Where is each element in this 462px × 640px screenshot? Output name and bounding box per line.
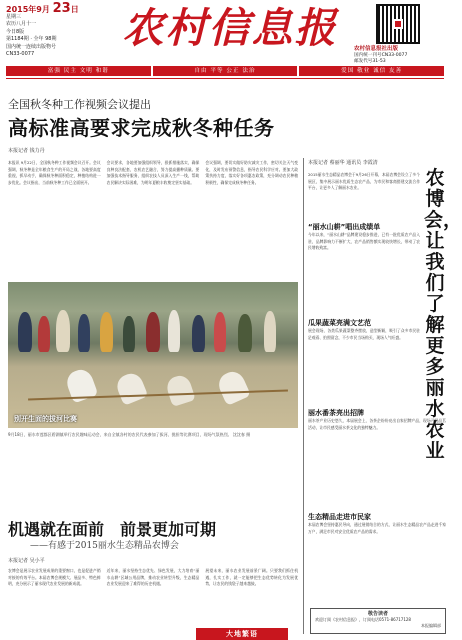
bottom-body-column: 展望未来，丽水农业发展前景广阔。只要我们抓住机遇，扎实工作，就一定能够把生态优势转化为发展优势，让农民的钱袋子越来越鼓。 [205, 568, 299, 587]
bottom-body-column: 近年来，丽水坚持生态优先、绿色发展，大力培育“丽水山耕”区域公用品牌，推动农业转型升级，生态精品农业发展迎来了难得的历史机遇。 [106, 568, 200, 587]
lead-headline: 高标准高要求完成秋冬种任务 [8, 116, 275, 140]
bottom-byline: 本报记者 吴小平 [8, 558, 45, 564]
reader-notice-title: 敬告读者 [367, 611, 388, 617]
photo-figure [18, 312, 32, 352]
photo-overlay-label: 别开生面的拔河比赛 [14, 415, 77, 423]
values-banner [6, 66, 444, 76]
lead-body-column: 会议强调，要切实做好防灾减灾工作，密切关注天气变化，及时发布预警信息，指导农民科学应对。要加大政策扶持力度，落实好各项惠农政策，充分调动农民种粮积极性，确保完成秋冬种任务。 [205, 160, 299, 185]
masthead-left-line: 国内统一连续出版物号 [6, 43, 57, 50]
right-section-text: 今年以来，“丽水山耕”品牌建设稳步推进，已有一批优质农产品入驻，品牌影响力不断扩大，农产品销售额实现较快增长，带动了农民增收致富。 [308, 232, 420, 251]
photo-figure [38, 316, 50, 352]
masthead-divider [6, 78, 444, 79]
photo-figure [164, 373, 195, 407]
photo-figure [123, 316, 135, 352]
right-section-text: 丽水茶产业历史悠久，本届展会上，各茶企纷纷亮出自家招牌产品，现场开展品茗活动，让市民感受丽水茶文化的独特魅力。 [308, 418, 446, 430]
issue-weekday: 星期三 [6, 14, 22, 20]
photo-figure [264, 311, 276, 352]
section-label: 大地繁语 [196, 628, 288, 640]
photo-figure [114, 370, 149, 406]
values-banner-segment: 爱国 敬业 诚信 友善 [299, 66, 444, 76]
masthead-left-info [6, 1, 102, 58]
newspaper-title: 农村信息报 [122, 4, 338, 52]
lead-body [8, 160, 298, 278]
tug-of-war-photo [8, 282, 298, 428]
values-banner-segment: 富强 民主 文明 和谐 [6, 66, 151, 76]
right-section-title: 瓜果蔬菜亮满文艺范 [308, 319, 371, 327]
masthead-right-line: 邮发代号31-53 [354, 59, 386, 65]
masthead-right-info [354, 4, 446, 66]
publisher-name: 农村信息报社出版 [354, 46, 399, 52]
photo-figure [146, 312, 160, 352]
issue-date [6, 1, 102, 16]
masthead-left-line: CN33-0077 [6, 51, 35, 58]
photo-figure [56, 310, 70, 352]
masthead-left-line: 农历八月十一 [6, 21, 37, 28]
issue-date-day-suffix: 日 [70, 5, 79, 14]
right-section-text: 本届农博会坚持惠民导向，通过展销结合的方式，让丽水生态精品农产品走进千家万户，满足市民对安全优质农产品的需求。 [308, 522, 446, 534]
lead-body-column: 会议要求，各地要加强组织领导，狠抓措施落实，确保良种良法配套，农机农艺融合，努力提高播种质量。要加强技术指导服务，组织农技人员深入生产一线，帮助农民解决实际困难，为明年夏粮丰收奠定坚实基础。 [106, 160, 200, 185]
reader-notice-sign: 本报编辑部 [421, 623, 441, 628]
bottom-headline: 机遇就在面前 前景更加可期 [8, 520, 217, 539]
right-intro: 2015丽水生态精品农博会于9月26日开幕，本届农博会设立了多个展区，集中展示丽水优质生态农产品，为市民和客商搭建交流合作平台，让更多人了解丽水农业。 [308, 172, 420, 191]
issue-date-year-month: 2015年9月 [6, 5, 50, 14]
photo-figure [192, 315, 205, 352]
photo-caption: 9月18日，丽水市莲都区碧湖镇举行农民趣味运动会，来自全镇各村的农民代表参加了拔河、挑担等比赛项目，现场气氛热烈。 沈沈春 摄 [8, 432, 251, 437]
lead-kicker: 全国秋冬种工作视频会议提出 [8, 98, 151, 111]
right-vertical-headline: 农博会，让我们了解更多丽水农业 [424, 167, 462, 462]
column-divider [303, 158, 304, 634]
photo-figure [100, 312, 113, 352]
bottom-subheadline: ——有感于2015丽水生态精品农博会 [30, 541, 179, 551]
masthead-left-line: 今日8版 [6, 28, 25, 35]
issue-date-day: 23 [52, 1, 71, 16]
reader-notice-box [310, 608, 446, 634]
photo-figure [78, 314, 90, 352]
lead-byline: 本报记者 钱力丹 [8, 148, 45, 154]
masthead [0, 0, 450, 75]
lead-body-column: 本报讯 9月22日，全国秋冬种工作视频会议召开。会议强调，秋冬种是全年粮食生产的开局之战，各地要高度重视，抓早动手，确保秋冬种面积稳定，种植结构进一步优化。会议指出，当前秋冬种工作已全面展开。 [8, 160, 101, 185]
photo-figure [238, 314, 252, 352]
bottom-body-column: 农博会是展示农业发展成果的重要窗口，也是促进产销对接的有效平台。本届农博会规模大、展品多、特色鲜明，充分展示了丽水现代农业发展的新成就。 [8, 568, 101, 587]
values-banner-segment: 自由 平等 公正 法治 [153, 66, 298, 76]
qr-center-mark [393, 19, 403, 29]
reader-notice-text: 欢迎订阅《农村信息报》，订阅电话0571-86717128 [315, 617, 411, 622]
photo-figure [215, 368, 251, 406]
bottom-body [8, 568, 298, 624]
photo-figure [214, 312, 226, 352]
right-section-text: 展会现场，各类瓜果蔬菜整齐摆放，造型新颖，吸引了众多市民驻足观看、拍照留念，不少市民当场购买，现场人气旺盛。 [308, 328, 420, 340]
qr-code-icon [376, 4, 420, 44]
right-byline: 本报记者 蔡丽华 通讯员 李霞清 [308, 160, 378, 166]
photo-figure [168, 310, 180, 352]
right-section-title: 丽水番茶亮出招牌 [308, 409, 364, 417]
masthead-right-line: 国内统一刊号CN33-0077 [354, 52, 408, 58]
masthead-left-line: 第1184期 · 全年 98期 [6, 36, 57, 43]
right-section-title: 生态精品走进市民家 [308, 513, 371, 521]
right-section-title: “丽水山耕”唱出成绩单 [308, 223, 381, 231]
